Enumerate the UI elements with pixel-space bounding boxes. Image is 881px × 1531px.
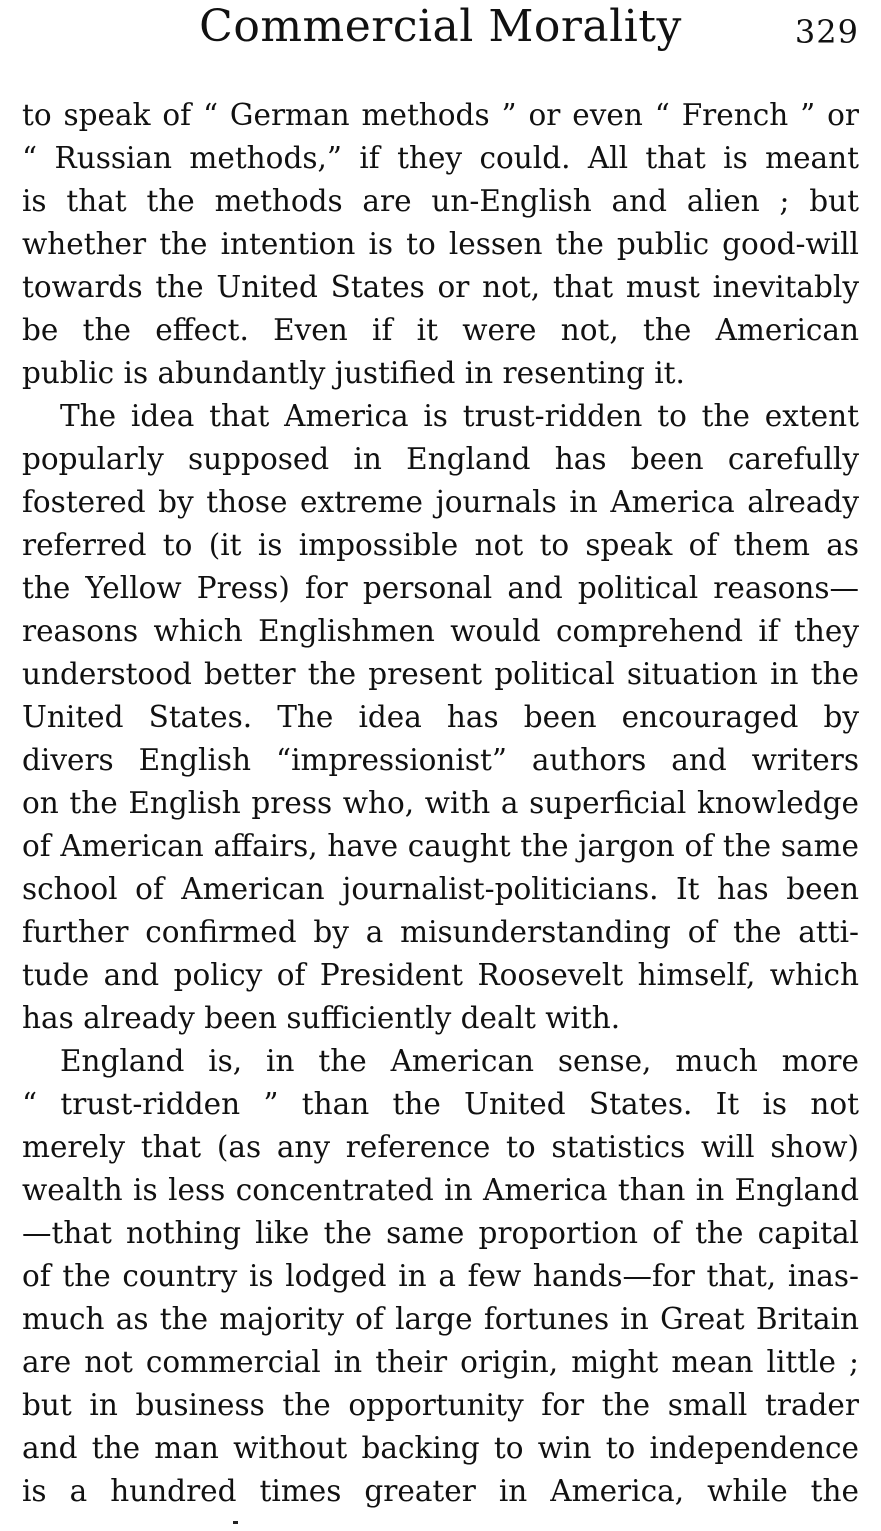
text-line: reasons which Englishmen would comprehend if they xyxy=(22,614,859,648)
paragraph xyxy=(22,94,859,395)
text-line: public is abundantly justified in resenting it. xyxy=(22,356,685,390)
text-line: and the man without backing to win to independence xyxy=(22,1431,859,1465)
text-line: of American affairs, have caught the jargon of the same xyxy=(22,829,859,863)
text-line: is that the methods are un-English and alien ; but xyxy=(22,184,859,218)
text-line: the Yellow Press) for personal and political reasons— xyxy=(22,571,859,605)
text-line: much as the majority of large fortunes in Great Britain xyxy=(22,1302,859,1336)
text-line: merely that (as any reference to statistics will show) xyxy=(22,1130,859,1164)
text-line: of the country is lodged in a few hands—for that, inas- xyxy=(22,1259,859,1293)
text-line: —that nothing like the same proportion of the capital xyxy=(22,1216,859,1250)
text-line: wealth is less concentrated in America than in England xyxy=(22,1173,859,1207)
text-line: be the effect. Even if it were not, the American xyxy=(22,313,859,347)
text-line: understood better the present political situation in the xyxy=(22,657,859,691)
text-line: popularly supposed in England has been carefully xyxy=(22,442,859,476)
paragraph xyxy=(22,395,859,1040)
text-line: towards the United States or not, that must inevitably xyxy=(22,270,859,304)
running-head xyxy=(22,0,859,58)
text-line: United States. The idea has been encouraged by xyxy=(22,700,859,734)
text-line: but in business the opportunity for the small trader xyxy=(22,1388,859,1422)
text-line: divers English “impressionist” authors and writers xyxy=(22,743,859,777)
text-line: “ Russian methods,” if they could. All that is meant xyxy=(22,141,859,175)
text-line: has already been sufficiently dealt with. xyxy=(22,1001,621,1035)
text-line: on the English press who, with a superficial knowledge xyxy=(22,786,859,820)
text-line: “ trust-ridden ” than the United States. It is not xyxy=(22,1087,859,1121)
page-number: 329 xyxy=(794,13,859,51)
text-line: fostered by those extreme journals in America already xyxy=(22,485,859,519)
text-line: are not commercial in their origin, might mean little ; xyxy=(22,1345,859,1379)
running-title: Commercial Morality xyxy=(199,1,682,52)
stray-ink-mark xyxy=(233,1521,238,1524)
text-line: school of American journalist-politicians. It has been xyxy=(22,872,859,906)
text-line: to speak of “ German methods ” or even “ French ” or xyxy=(22,98,859,132)
book-page xyxy=(22,0,859,1531)
text-line: whether the intention is to lessen the public good-will xyxy=(22,227,859,261)
body-text xyxy=(22,94,859,1513)
text-line: further confirmed by a misunderstanding of the atti- xyxy=(22,915,859,949)
text-line: England is, in the American sense, much more xyxy=(60,1044,859,1078)
text-line: is a hundred times greater in America, while the xyxy=(22,1474,859,1508)
text-line: The idea that America is trust-ridden to the extent xyxy=(60,399,859,433)
paragraph xyxy=(22,1040,859,1513)
text-line: tude and policy of President Roosevelt himself, which xyxy=(22,958,859,992)
text-line: referred to (it is impossible not to speak of them as xyxy=(22,528,859,562)
